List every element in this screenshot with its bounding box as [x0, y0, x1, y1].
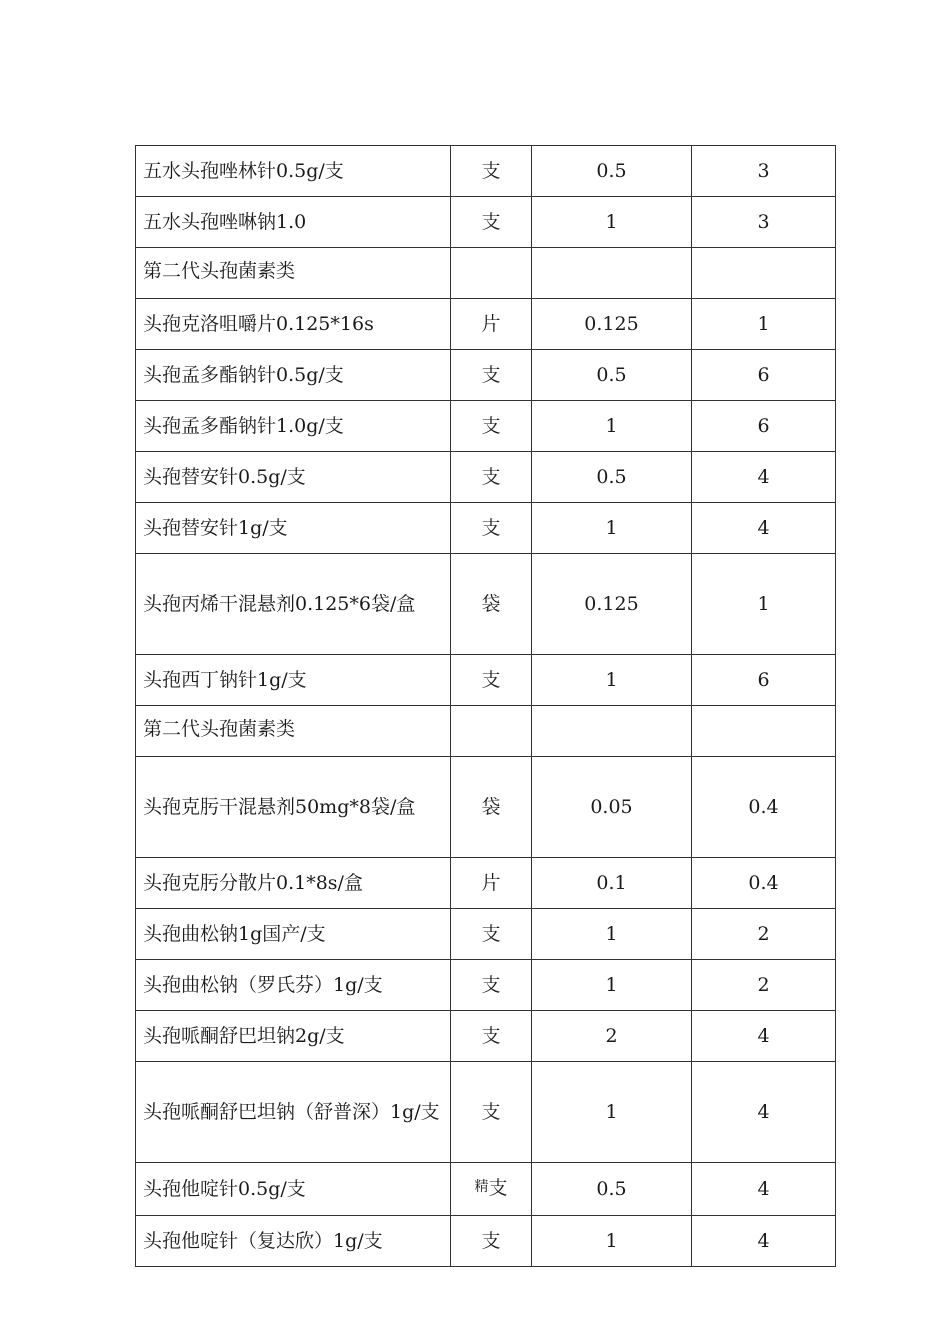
unit-cell: 支: [451, 146, 532, 197]
unit-cell: 支: [451, 1011, 532, 1062]
table-row: [136, 503, 836, 554]
drug-name-cell: 头孢替安针0.5g/支: [136, 452, 451, 503]
drug-name-cell: 五水头孢唑啉钠1.0: [136, 197, 451, 248]
drug-name-cell: 头孢曲松钠（罗氏芬）1g/支: [136, 960, 451, 1011]
value-a-cell: 0.1: [532, 858, 692, 909]
drug-name-cell: 头孢孟多酯钠针0.5g/支: [136, 350, 451, 401]
value-a-cell: [532, 706, 692, 757]
value-a-cell: 1: [532, 197, 692, 248]
unit-cell: 支: [451, 401, 532, 452]
drug-name-cell: 头孢克肟分散片0.1*8s/盒: [136, 858, 451, 909]
drug-name-cell: 头孢克肟干混悬剂50mg*8袋/盒: [136, 757, 451, 858]
value-b-cell: 4: [692, 1062, 836, 1163]
table-row: [136, 299, 836, 350]
unit-cell: [451, 248, 532, 299]
value-b-cell: 6: [692, 350, 836, 401]
value-b-cell: 2: [692, 909, 836, 960]
drug-name-cell: 头孢西丁钠针1g/支: [136, 655, 451, 706]
value-a-cell: 0.5: [532, 1163, 692, 1216]
value-b-cell: 1: [692, 299, 836, 350]
unit-cell: 支: [451, 1216, 532, 1267]
table-row: [136, 1163, 836, 1216]
value-b-cell: 0.4: [692, 757, 836, 858]
unit-cell: 支: [451, 452, 532, 503]
unit-cell: 支: [451, 960, 532, 1011]
drug-name-cell: 头孢他啶针（复达欣）1g/支: [136, 1216, 451, 1267]
table-row: [136, 350, 836, 401]
unit-text: 支: [488, 1177, 508, 1199]
category-row: [136, 706, 836, 757]
unit-cell: 支: [451, 909, 532, 960]
category-row: [136, 248, 836, 299]
value-b-cell: 1: [692, 554, 836, 655]
table-row: [136, 1216, 836, 1267]
value-b-cell: 2: [692, 960, 836, 1011]
table-row: [136, 655, 836, 706]
value-a-cell: 0.125: [532, 554, 692, 655]
table-row: [136, 1011, 836, 1062]
table-row: [136, 452, 836, 503]
value-b-cell: 3: [692, 197, 836, 248]
unit-cell: 支: [451, 1062, 532, 1163]
drug-name-cell: 头孢克洛咀嚼片0.125*16s: [136, 299, 451, 350]
value-a-cell: 0.5: [532, 146, 692, 197]
value-b-cell: 4: [692, 452, 836, 503]
unit-cell: 片: [451, 858, 532, 909]
value-a-cell: 1: [532, 503, 692, 554]
value-b-cell: 0.4: [692, 858, 836, 909]
unit-cell: [451, 706, 532, 757]
unit-cell: 支: [451, 655, 532, 706]
unit-cell: 袋: [451, 554, 532, 655]
table-row: [136, 197, 836, 248]
table-row: [136, 146, 836, 197]
category-label-cell: 第二代头孢菌素类: [136, 706, 451, 757]
unit-cell: 袋: [451, 757, 532, 858]
value-b-cell: [692, 248, 836, 299]
value-b-cell: 4: [692, 1163, 836, 1216]
value-b-cell: [692, 706, 836, 757]
table-row: [136, 757, 836, 858]
value-b-cell: 3: [692, 146, 836, 197]
category-label-cell: 第二代头孢菌素类: [136, 248, 451, 299]
table-row: [136, 858, 836, 909]
drug-name-cell: 头孢曲松钠1g国产/支: [136, 909, 451, 960]
value-a-cell: 1: [532, 655, 692, 706]
value-a-cell: 1: [532, 401, 692, 452]
table-row: [136, 1062, 836, 1163]
unit-cell: 支: [451, 197, 532, 248]
value-a-cell: [532, 248, 692, 299]
table-row: [136, 909, 836, 960]
drug-name-cell: 头孢他啶针0.5g/支: [136, 1163, 451, 1216]
unit-cell: 支: [451, 350, 532, 401]
drug-name-cell: 头孢孟多酯钠针1.0g/支: [136, 401, 451, 452]
value-b-cell: 4: [692, 1011, 836, 1062]
drug-name-cell: 五水头孢唑林针0.5g/支: [136, 146, 451, 197]
drug-name-cell: 头孢替安针1g/支: [136, 503, 451, 554]
value-b-cell: 6: [692, 401, 836, 452]
table-row: [136, 554, 836, 655]
drug-name-cell: 头孢哌酮舒巴坦钠（舒普深）1g/支: [136, 1062, 451, 1163]
unit-cell: 片: [451, 299, 532, 350]
value-a-cell: 1: [532, 960, 692, 1011]
value-a-cell: 1: [532, 909, 692, 960]
drug-dosage-table: [135, 145, 836, 1267]
value-a-cell: 0.125: [532, 299, 692, 350]
table-row: [136, 960, 836, 1011]
value-a-cell: 1: [532, 1216, 692, 1267]
value-b-cell: 4: [692, 503, 836, 554]
drug-name-cell: 头孢哌酮舒巴坦钠2g/支: [136, 1011, 451, 1062]
value-b-cell: 6: [692, 655, 836, 706]
unit-cell: [451, 1163, 532, 1216]
value-a-cell: 0.5: [532, 350, 692, 401]
drug-name-cell: 头孢丙烯干混悬剂0.125*6袋/盒: [136, 554, 451, 655]
value-b-cell: 4: [692, 1216, 836, 1267]
unit-cell: 支: [451, 503, 532, 554]
value-a-cell: 0.5: [532, 452, 692, 503]
value-a-cell: 0.05: [532, 757, 692, 858]
value-a-cell: 2: [532, 1011, 692, 1062]
table-row: [136, 401, 836, 452]
value-a-cell: 1: [532, 1062, 692, 1163]
unit-prefix-text: 精: [474, 1179, 489, 1195]
